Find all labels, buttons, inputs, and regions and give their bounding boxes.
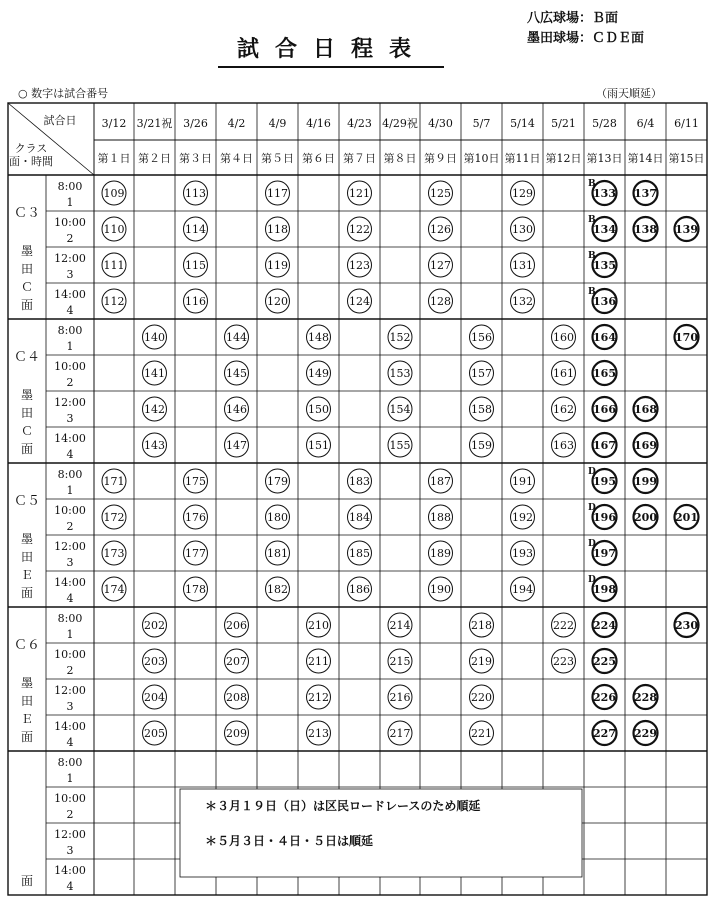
game-number: 185	[349, 547, 370, 560]
game-number: 188	[430, 511, 451, 524]
game-number: 145	[226, 367, 247, 380]
page-title: 試合日程表	[236, 36, 427, 62]
round-header: 第15日	[668, 152, 705, 165]
time-label: 14:00	[54, 288, 86, 301]
game-number: 179	[267, 475, 288, 488]
game-number: 150	[308, 403, 329, 416]
venue-char: Ｅ	[20, 568, 34, 582]
game-number: 127	[430, 259, 451, 272]
round-header: 第７日	[343, 152, 376, 165]
round-header: 第９日	[424, 152, 457, 165]
game-number: 156	[471, 331, 492, 344]
game-number: 176	[185, 511, 206, 524]
game-number: 196	[593, 511, 616, 524]
game-number: 155	[389, 439, 411, 452]
venue-char: 田	[20, 406, 34, 420]
game-number: 200	[634, 511, 657, 524]
game-number: 208	[226, 691, 247, 704]
venue-mark: D	[588, 575, 596, 585]
venue-mark: D	[588, 467, 596, 477]
game-number: 141	[144, 367, 165, 380]
round-header: 第12日	[545, 152, 582, 165]
corner-label-time: 面・時間	[9, 155, 53, 168]
legend-note: ○ 数字は試合番号	[18, 87, 109, 100]
game-number: 171	[103, 475, 125, 488]
game-number: 149	[308, 367, 329, 380]
game-number: 151	[308, 439, 329, 452]
game-number: 140	[144, 331, 165, 344]
game-number: 162	[553, 403, 574, 416]
venue-char: 面	[20, 298, 34, 312]
date-header: 4/2	[227, 117, 246, 130]
date-header: 3/21祝	[136, 117, 173, 130]
game-number: 109	[103, 187, 125, 200]
corner-label-class: クラス	[14, 142, 48, 155]
game-number: 166	[593, 403, 616, 416]
game-number: 205	[144, 727, 165, 740]
slot-label: 4	[66, 448, 74, 461]
venue-mark: D	[588, 503, 596, 513]
time-label: 12:00	[54, 684, 86, 697]
game-number: 207	[226, 655, 247, 668]
slot-label: 2	[66, 520, 74, 533]
game-number: 113	[185, 187, 206, 200]
round-header: 第８日	[383, 152, 417, 165]
date-header: 4/23	[347, 117, 372, 130]
game-number: 218	[471, 619, 492, 632]
game-number: 131	[512, 259, 533, 272]
game-number: 212	[308, 691, 329, 704]
slot-label: 4	[66, 880, 74, 893]
slot-label: 4	[66, 592, 74, 605]
date-header: 3/12	[101, 117, 127, 130]
game-number: 144	[226, 331, 247, 344]
game-number: 203	[144, 655, 165, 668]
game-number: 160	[553, 331, 574, 344]
round-header: 第４日	[220, 152, 253, 165]
slot-label: 1	[66, 772, 74, 785]
game-number: 157	[471, 367, 492, 380]
game-number: 172	[103, 511, 125, 524]
class-label: Ｃ５	[13, 494, 41, 509]
time-label: 12:00	[54, 252, 86, 265]
game-number: 137	[634, 187, 657, 200]
game-number: 158	[471, 403, 492, 416]
game-number: 111	[103, 259, 125, 272]
game-number: 177	[185, 547, 206, 560]
game-number: 142	[144, 403, 165, 416]
game-number: 167	[593, 439, 616, 452]
time-label: 10:00	[54, 504, 86, 517]
game-number: 182	[267, 583, 288, 596]
date-header: 6/4	[636, 117, 655, 130]
game-number: 227	[593, 727, 616, 740]
game-number: 130	[512, 223, 533, 236]
slot-label: 3	[66, 844, 74, 857]
game-number: 214	[389, 619, 411, 632]
venue-char: 墨	[20, 244, 34, 258]
game-number: 169	[634, 439, 657, 452]
date-header: 5/21	[551, 117, 576, 130]
slot-label: 2	[66, 664, 74, 677]
venue-mark: D	[588, 539, 596, 549]
round-header: 第10日	[463, 152, 500, 165]
game-number: 194	[512, 583, 533, 596]
date-header: 6/11	[674, 117, 699, 130]
game-number: 126	[430, 223, 451, 236]
slot-label: 3	[66, 412, 74, 425]
venue-line-sumida: 墨田球場：ＣＤＥ面	[527, 31, 645, 46]
game-number: 159	[471, 439, 492, 452]
game-number: 170	[675, 331, 698, 344]
time-label: 8:00	[57, 612, 83, 625]
round-header: 第14日	[627, 152, 664, 165]
game-number: 192	[512, 511, 533, 524]
notes-box	[205, 797, 480, 867]
time-label: 10:00	[54, 648, 86, 661]
game-number: 183	[349, 475, 370, 488]
game-number: 146	[226, 403, 247, 416]
game-number: 132	[512, 295, 533, 308]
slot-label: 3	[66, 268, 74, 281]
game-number: 110	[103, 223, 125, 236]
time-label: 10:00	[54, 360, 86, 373]
round-header: 第３日	[179, 152, 212, 165]
round-header: 第６日	[302, 152, 335, 165]
rain-delay-note: （雨天順延）	[596, 87, 662, 100]
game-number: 133	[593, 187, 616, 200]
game-number: 128	[430, 295, 451, 308]
venue-mark: B	[588, 251, 596, 261]
game-number: 139	[675, 223, 698, 236]
game-number: 129	[512, 187, 533, 200]
game-number: 213	[308, 727, 329, 740]
game-number: 230	[675, 619, 698, 632]
venue-char: 面	[20, 586, 34, 600]
game-number: 121	[349, 187, 370, 200]
slot-label: 1	[66, 484, 74, 497]
time-label: 14:00	[54, 720, 86, 733]
game-number: 138	[634, 223, 657, 236]
venue-mark: B	[588, 287, 596, 297]
time-label: 12:00	[54, 396, 86, 409]
date-header: 5/14	[510, 117, 535, 130]
round-header: 第１日	[97, 152, 131, 165]
game-number: 219	[471, 655, 492, 668]
game-number: 114	[185, 223, 206, 236]
time-label: 10:00	[54, 792, 86, 805]
class-label: Ｃ４	[13, 350, 41, 365]
slot-label: 4	[66, 304, 74, 317]
game-number: 120	[267, 295, 288, 308]
game-number: 209	[226, 727, 247, 740]
game-number: 199	[634, 475, 657, 488]
date-header: 5/7	[472, 117, 491, 130]
date-header: 5/28	[592, 117, 617, 130]
game-number: 215	[389, 655, 411, 668]
time-label: 12:00	[54, 540, 86, 553]
class-label: Ｃ３	[13, 206, 41, 221]
game-number: 116	[185, 295, 206, 308]
time-label: 14:00	[54, 864, 86, 877]
time-label: 14:00	[54, 432, 86, 445]
game-number: 163	[553, 439, 574, 452]
time-label: 14:00	[54, 576, 86, 589]
game-number: 204	[144, 691, 165, 704]
game-number: 190	[430, 583, 451, 596]
game-number: 184	[349, 511, 370, 524]
game-number: 122	[349, 223, 370, 236]
venue-char: 田	[20, 694, 34, 708]
game-number: 201	[675, 511, 698, 524]
game-number: 228	[634, 691, 657, 704]
game-number: 134	[593, 223, 616, 236]
date-header: 4/9	[268, 117, 287, 130]
venue-char: Ｅ	[20, 712, 34, 726]
venue-char: 面	[20, 442, 34, 456]
venue-mark: B	[588, 215, 596, 225]
venue-char: 面	[20, 730, 34, 744]
game-number: 178	[185, 583, 206, 596]
game-number: 187	[430, 475, 451, 488]
game-number: 191	[512, 475, 533, 488]
game-number: 165	[593, 367, 616, 380]
game-number: 154	[389, 403, 411, 416]
venue-char: Ｃ	[20, 424, 34, 438]
slot-label: 4	[66, 736, 74, 749]
date-header: 4/29祝	[382, 117, 418, 130]
slot-label: 2	[66, 376, 74, 389]
venue-char: 面	[20, 874, 34, 888]
game-number: 173	[103, 547, 125, 560]
game-number: 193	[512, 547, 533, 560]
venue-char: Ｃ	[20, 280, 34, 294]
game-number: 225	[593, 655, 616, 668]
venue-char: 墨	[20, 676, 34, 690]
game-number: 198	[593, 583, 616, 596]
game-number: 180	[267, 511, 288, 524]
game-number: 152	[389, 331, 411, 344]
game-number: 119	[267, 259, 288, 272]
game-number: 216	[389, 691, 411, 704]
game-number: 115	[185, 259, 206, 272]
game-number: 186	[349, 583, 370, 596]
round-header: 第11日	[504, 152, 541, 165]
venue-char: 田	[20, 550, 34, 564]
game-number: 210	[308, 619, 329, 632]
class-label: Ｃ６	[13, 638, 41, 653]
game-number: 135	[593, 259, 616, 272]
round-header: 第13日	[586, 152, 623, 165]
game-number: 221	[471, 727, 492, 740]
game-number: 211	[308, 655, 329, 668]
game-number: 136	[593, 295, 616, 308]
game-number: 168	[634, 403, 657, 416]
game-number: 202	[144, 619, 165, 632]
venue-line-hachiko: 八広球場：Ｂ面	[527, 11, 619, 26]
game-number: 123	[349, 259, 370, 272]
game-number: 220	[471, 691, 492, 704]
game-number: 125	[430, 187, 451, 200]
slot-label: 2	[66, 808, 74, 821]
time-label: 8:00	[57, 468, 83, 481]
slot-label: 1	[66, 196, 74, 209]
date-header: 4/30	[428, 117, 453, 130]
game-number: 217	[389, 727, 411, 740]
slot-label: 1	[66, 628, 74, 641]
game-number: 112	[103, 295, 125, 308]
time-label: 12:00	[54, 828, 86, 841]
game-number: 164	[593, 331, 616, 344]
corner-label-date: 試合日	[43, 114, 77, 127]
venue-mark: B	[588, 179, 596, 189]
game-number: 181	[267, 547, 288, 560]
venue-char: 田	[20, 262, 34, 276]
game-number: 147	[226, 439, 247, 452]
game-number: 175	[185, 475, 206, 488]
game-number: 189	[430, 547, 451, 560]
slot-label: 2	[66, 232, 74, 245]
game-number: 153	[389, 367, 411, 380]
game-number: 206	[226, 619, 247, 632]
game-number: 197	[593, 547, 616, 560]
note-golden-week: ＊５月３日・４日・５日は順延	[205, 834, 374, 848]
slot-label: 3	[66, 556, 74, 569]
game-number: 195	[593, 475, 616, 488]
game-number: 161	[553, 367, 574, 380]
game-number: 222	[553, 619, 574, 632]
game-number: 226	[593, 691, 616, 704]
round-header: 第５日	[261, 152, 294, 165]
time-label: 8:00	[57, 324, 83, 337]
venue-char: 墨	[20, 388, 34, 402]
game-number: 117	[267, 187, 288, 200]
note-road-race: ＊３月１９日（日）は区民ロードレースのため順延	[205, 799, 481, 813]
game-number: 118	[267, 223, 288, 236]
round-header: 第２日	[138, 152, 171, 165]
time-label: 8:00	[57, 180, 83, 193]
time-label: 10:00	[54, 216, 86, 229]
game-number: 174	[103, 583, 125, 596]
slot-label: 3	[66, 700, 74, 713]
game-number: 229	[634, 727, 657, 740]
time-label: 8:00	[57, 756, 83, 769]
game-number: 224	[593, 619, 616, 632]
venue-char: 墨	[20, 532, 34, 546]
date-header: 4/16	[306, 117, 331, 130]
game-number: 143	[144, 439, 165, 452]
game-number: 124	[349, 295, 370, 308]
game-number: 223	[553, 655, 574, 668]
game-number: 148	[308, 331, 329, 344]
slot-label: 1	[66, 340, 74, 353]
date-header: 3/26	[183, 117, 208, 130]
